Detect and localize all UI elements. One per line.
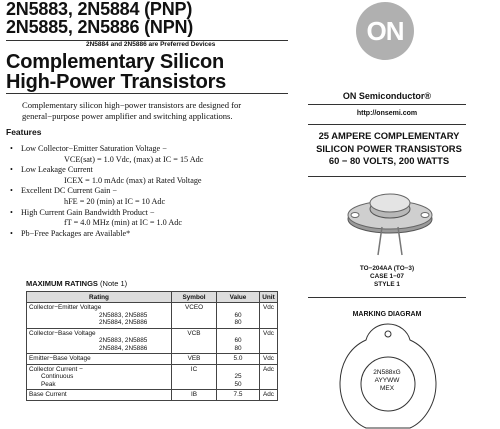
col-symbol: Symbol	[172, 292, 217, 303]
features-list	[6, 144, 286, 239]
feature-detail: VCE(sat) = 1.0 Vdc, (max) at IC = 15 Adc	[64, 154, 204, 164]
feature-detail: fT = 4.0 MHz (min) at IC = 1.0 Adc	[64, 218, 183, 228]
on-semiconductor-logo: ON	[356, 2, 414, 60]
marking-text: 2N588xG AYYWW MEX	[373, 369, 401, 392]
col-rating: Rating	[27, 292, 172, 303]
header-line-2: 2N5885, 2N5886 (NPN)	[6, 17, 194, 37]
product-summary: 25 AMPERE COMPLEMENTARY SILICON POWER TRANSISTORS 60 − 80 VOLTS, 200 WATTS	[316, 130, 462, 167]
table-row: Base Current IB 7.5 Adc	[27, 390, 278, 401]
features-heading: Features	[6, 127, 42, 137]
brand-name: ON Semiconductor®	[342, 91, 432, 101]
feature-item: • Excellent DC Current Gain −	[6, 186, 286, 197]
title-line-2: High-Power Transistors	[6, 71, 227, 93]
intro-paragraph: Complementary silicon high−power transistors are designed for general−purpose power amplifier and switching applications.	[22, 100, 242, 121]
to3-package-image	[340, 185, 440, 257]
max-ratings-note: (Note 1)	[100, 279, 128, 288]
col-value: Value	[217, 292, 260, 303]
feature-item: • High Current Gain Bandwidth Product −	[6, 208, 286, 219]
package-info: TO−204AA (TO−3) CASE 1−07 STYLE 1	[359, 265, 415, 288]
feature-detail: hFE = 20 (min) at IC = 10 Adc	[64, 196, 166, 206]
table-row: Collector−Emitter Voltage 2N5883, 2N5885 2N5884, 2N5886 VCEO 60 80 Vdc	[27, 303, 278, 329]
feature-item: • Low Leakage Current	[6, 165, 286, 176]
part-number-header	[6, 0, 193, 36]
website-link[interactable]: http://onsemi.com	[356, 110, 418, 117]
feature-item: • Low Collector−Emitter Saturation Voltage −	[6, 144, 286, 155]
max-ratings-table	[26, 291, 278, 401]
marking-diagram-heading: MARKING DIAGRAM	[352, 311, 422, 318]
col-unit: Unit	[260, 292, 278, 303]
divider	[6, 93, 288, 94]
document-title	[6, 52, 226, 92]
max-ratings-title: MAXIMUM RATINGS (Note 1)	[26, 279, 128, 288]
feature-item: • Pb−Free Packages are Available*	[6, 229, 286, 240]
divider	[308, 176, 466, 177]
divider	[308, 104, 466, 105]
table-row: Collector−Base Voltage 2N5883, 2N5885 2N5884, 2N5886 VCB 60 80 Vdc	[27, 328, 278, 354]
table-header-row	[27, 292, 278, 303]
title-line-1: Complementary Silicon	[6, 51, 225, 73]
table-row: Emitter−Base Voltage VEB 5.0 Vdc	[27, 354, 278, 365]
divider	[308, 297, 466, 298]
header-line-1: 2N5883, 2N5884 (PNP)	[6, 0, 193, 19]
table-row: Collector Current − Continuous Peak IC 25 50 Adc	[27, 364, 278, 390]
divider	[308, 124, 466, 125]
feature-detail: ICEX = 1.0 mAdc (max) at Rated Voltage	[64, 175, 202, 185]
preferred-devices-note: 2N5884 and 2N5886 are Preferred Devices	[86, 41, 216, 48]
